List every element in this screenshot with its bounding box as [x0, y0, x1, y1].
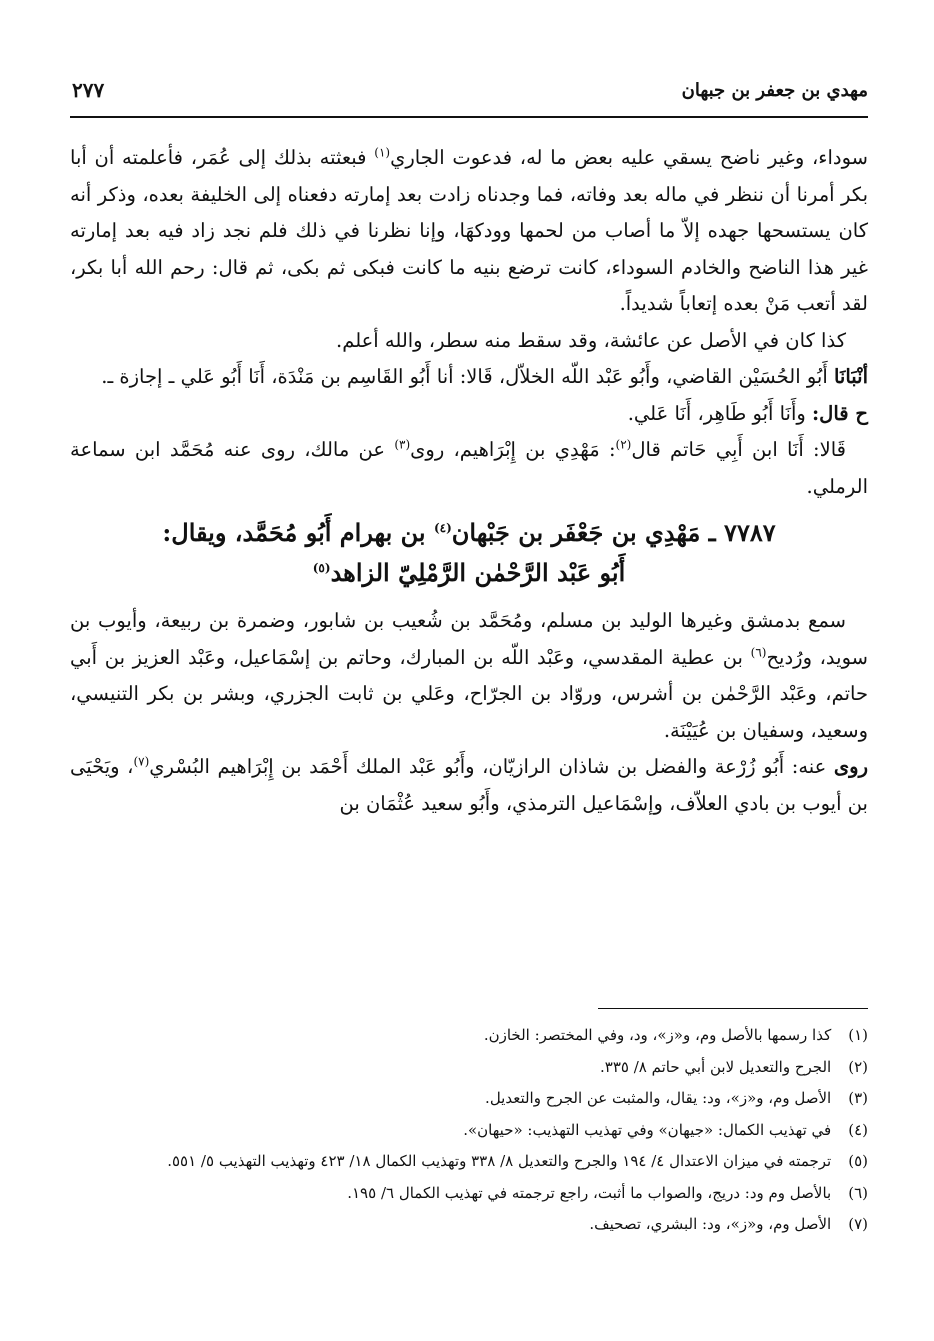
footnote-ref: (٣) — [394, 437, 411, 452]
footnote — [70, 1146, 868, 1178]
paragraph-text: عنه: أَبُو زُرْعة والفضل بن شاذان الرازيّان، وأَبُو عَبْد الملك أَحْمَد بن إِبْرَاهيم البُسْري — [149, 755, 827, 778]
paragraph-text: وأَنَا أَبُو طَاهِر، أَنَا عَلي. — [627, 401, 806, 425]
footnote-number: (١) — [848, 1026, 868, 1044]
paragraph-text: أَبُو الحُسَيْن القاضي، وأَبُو عَبْد اللّه الخلاّل، قَالا: أنا أَبُو القَاسِم بن مَنْدَة، أَنَا أَبُو عَلي ـ إجازة ـ. — [101, 365, 828, 388]
footnote-text: الجرح والتعديل لابن أبي حاتم ٨/ ٣٣٥. — [600, 1057, 832, 1076]
isnad-lead: روى — [833, 755, 869, 778]
entry-heading-line — [70, 553, 868, 593]
footnote-text: في تهذيب الكمال: «جيهان» وفي تهذيب التهذيب: «حيهان». — [463, 1120, 832, 1139]
paragraph-text: قَالا: أَنَا ابن أَبِي حَاتم قال — [631, 438, 847, 461]
footnote — [70, 1083, 868, 1115]
footnote — [70, 1115, 868, 1147]
footnote-number: (٢) — [848, 1057, 868, 1076]
paragraph — [70, 749, 868, 822]
entry-heading-text: أَبُو عَبْد الرَّحْمٰن الرَّمْلِيّ الزاهد — [330, 558, 626, 587]
isnad-lead: أنْبَانَا — [833, 365, 868, 388]
footnote-divider — [598, 1008, 868, 1009]
footnote-text: الأصل وم، و«ز»، ود: يقال، والمثبت عن الجرح والتعديل. — [485, 1089, 832, 1107]
paragraph — [70, 140, 868, 323]
footnote-ref: (٧) — [133, 754, 150, 769]
paragraph — [70, 432, 868, 505]
paragraph-text: بن عطية المقدسي، وعَبْد اللّه بن المبارك، وحاتم بن إسْمَاعيل، وعَبْد العزيز بن أَبي حاتم، وعَبْد الرَّحْمٰن بن أشرس، وروّاد بن الجرّاح، وعَلي بن ثابت الجزري، وبشر بن بكر التنيسي، وسعيد، وسفيان بن عُيَيْنَة. — [70, 645, 868, 742]
footnote — [70, 1020, 868, 1052]
page-header — [70, 74, 868, 118]
entry-heading — [70, 513, 868, 593]
paragraph: كذا كان في الأصل عن عائشة، وقد سقط منه سطر، والله أعلم. — [336, 328, 846, 352]
footnote-ref: (١) — [374, 145, 391, 160]
paragraph-text: سوداء، وغير ناضح يسقي عليه بعض ما له، فدعوت الجاري — [390, 146, 868, 169]
footnote — [70, 1052, 868, 1084]
paragraph — [70, 396, 868, 433]
footnote-text: الأصل وم، و«ز»، ود: البشري، تصحيف. — [589, 1215, 832, 1233]
entry-heading-line — [70, 513, 868, 553]
footnote-text: كذا رسمها بالأصل وم، و«ز»، ود، وفي المختصر: الخازن. — [483, 1026, 832, 1044]
footnote-ref: (٥) — [312, 561, 331, 575]
paragraph-text: سمع بدمشق وغيرها الوليد بن مسلم، ومُحَمَّد بن شُعيب بن شابور، وضمرة بن ربيعة، وأيوب بن سويد، ورُديح — [70, 609, 868, 669]
entry-heading-text: بن بهرام أَبُو مُحَمَّد، ويقال: — [162, 518, 426, 547]
paragraph-text: عن مالك، روى عنه مُحَمَّد ابن سماعة الرملي. — [70, 438, 868, 498]
running-title: مهدي بن جعفر بن جبهان — [681, 80, 868, 101]
footnote-number: (٤) — [848, 1120, 868, 1139]
isnad-lead: ح قال: — [811, 401, 868, 425]
paragraph-text: فبعثته بذلك إلى عُمَر، فأعلمته أن أبا بكر أمرنا أن ننظر في ماله بعد وفاته، فما وجدناه زادت بعد إمارته دفعناه إلى الخليفة بعده، وذكر أنه كان يستسحها جهده إلاّ ما أصاب من لحمها وودكهَا، وإنا نظرنا في ذلك فلم نجد زاد فيه بعد إمارته غير هذا الناضح والخادم السوداء، كانت ترضع بنيه ما كانت فبكى ثم بكى، ثم قال: رحم الله أبا بكر، لقد أتعب مَنْ بعده إتعاباً شديداً. — [70, 146, 868, 315]
footnote — [70, 1209, 868, 1241]
footnotes — [70, 1020, 868, 1241]
paragraph-text: ، ويَحْيَى بن أيوب بن بادي العلاّف، وإسْمَاعيل الترمذي، وأَبُو سعيد عُثْمَان بن — [70, 755, 868, 815]
footnote-ref: (٤) — [433, 521, 452, 535]
footnote — [70, 1178, 868, 1210]
footnote-number: (٧) — [848, 1215, 868, 1233]
footnote-ref: (٢) — [615, 437, 632, 452]
footnote-text: بالأصل وم ود: دريج، والصواب ما أثبت، راجع ترجمته في تهذيب الكمال ٦/ ١٩٥. — [347, 1183, 832, 1202]
main-text — [70, 140, 868, 822]
footnote-ref: (٦) — [750, 645, 767, 659]
footnote-number: (٦) — [848, 1183, 868, 1202]
paragraph — [70, 359, 868, 396]
paragraph-text: : مَهْدِي بن إِبْرَاهيم، روى — [410, 438, 616, 461]
page-number: ٢٧٧ — [72, 78, 105, 102]
footnote-text: ترجمته في ميزان الاعتدال ٤/ ١٩٤ والجرح والتعديل ٨/ ٣٣٨ وتهذيب الكمال ١٨/ ٤٢٣ وتهذيب التهذيب ٥/ ٥٥١. — [167, 1152, 832, 1170]
entry-heading-text: ٧٧٨٧ ـ مَهْدِي بن جَعْفَر بن جَبْهان — [451, 518, 776, 547]
footnote-number: (٥) — [848, 1152, 868, 1170]
footnote-number: (٣) — [848, 1089, 868, 1107]
paragraph — [70, 603, 868, 749]
